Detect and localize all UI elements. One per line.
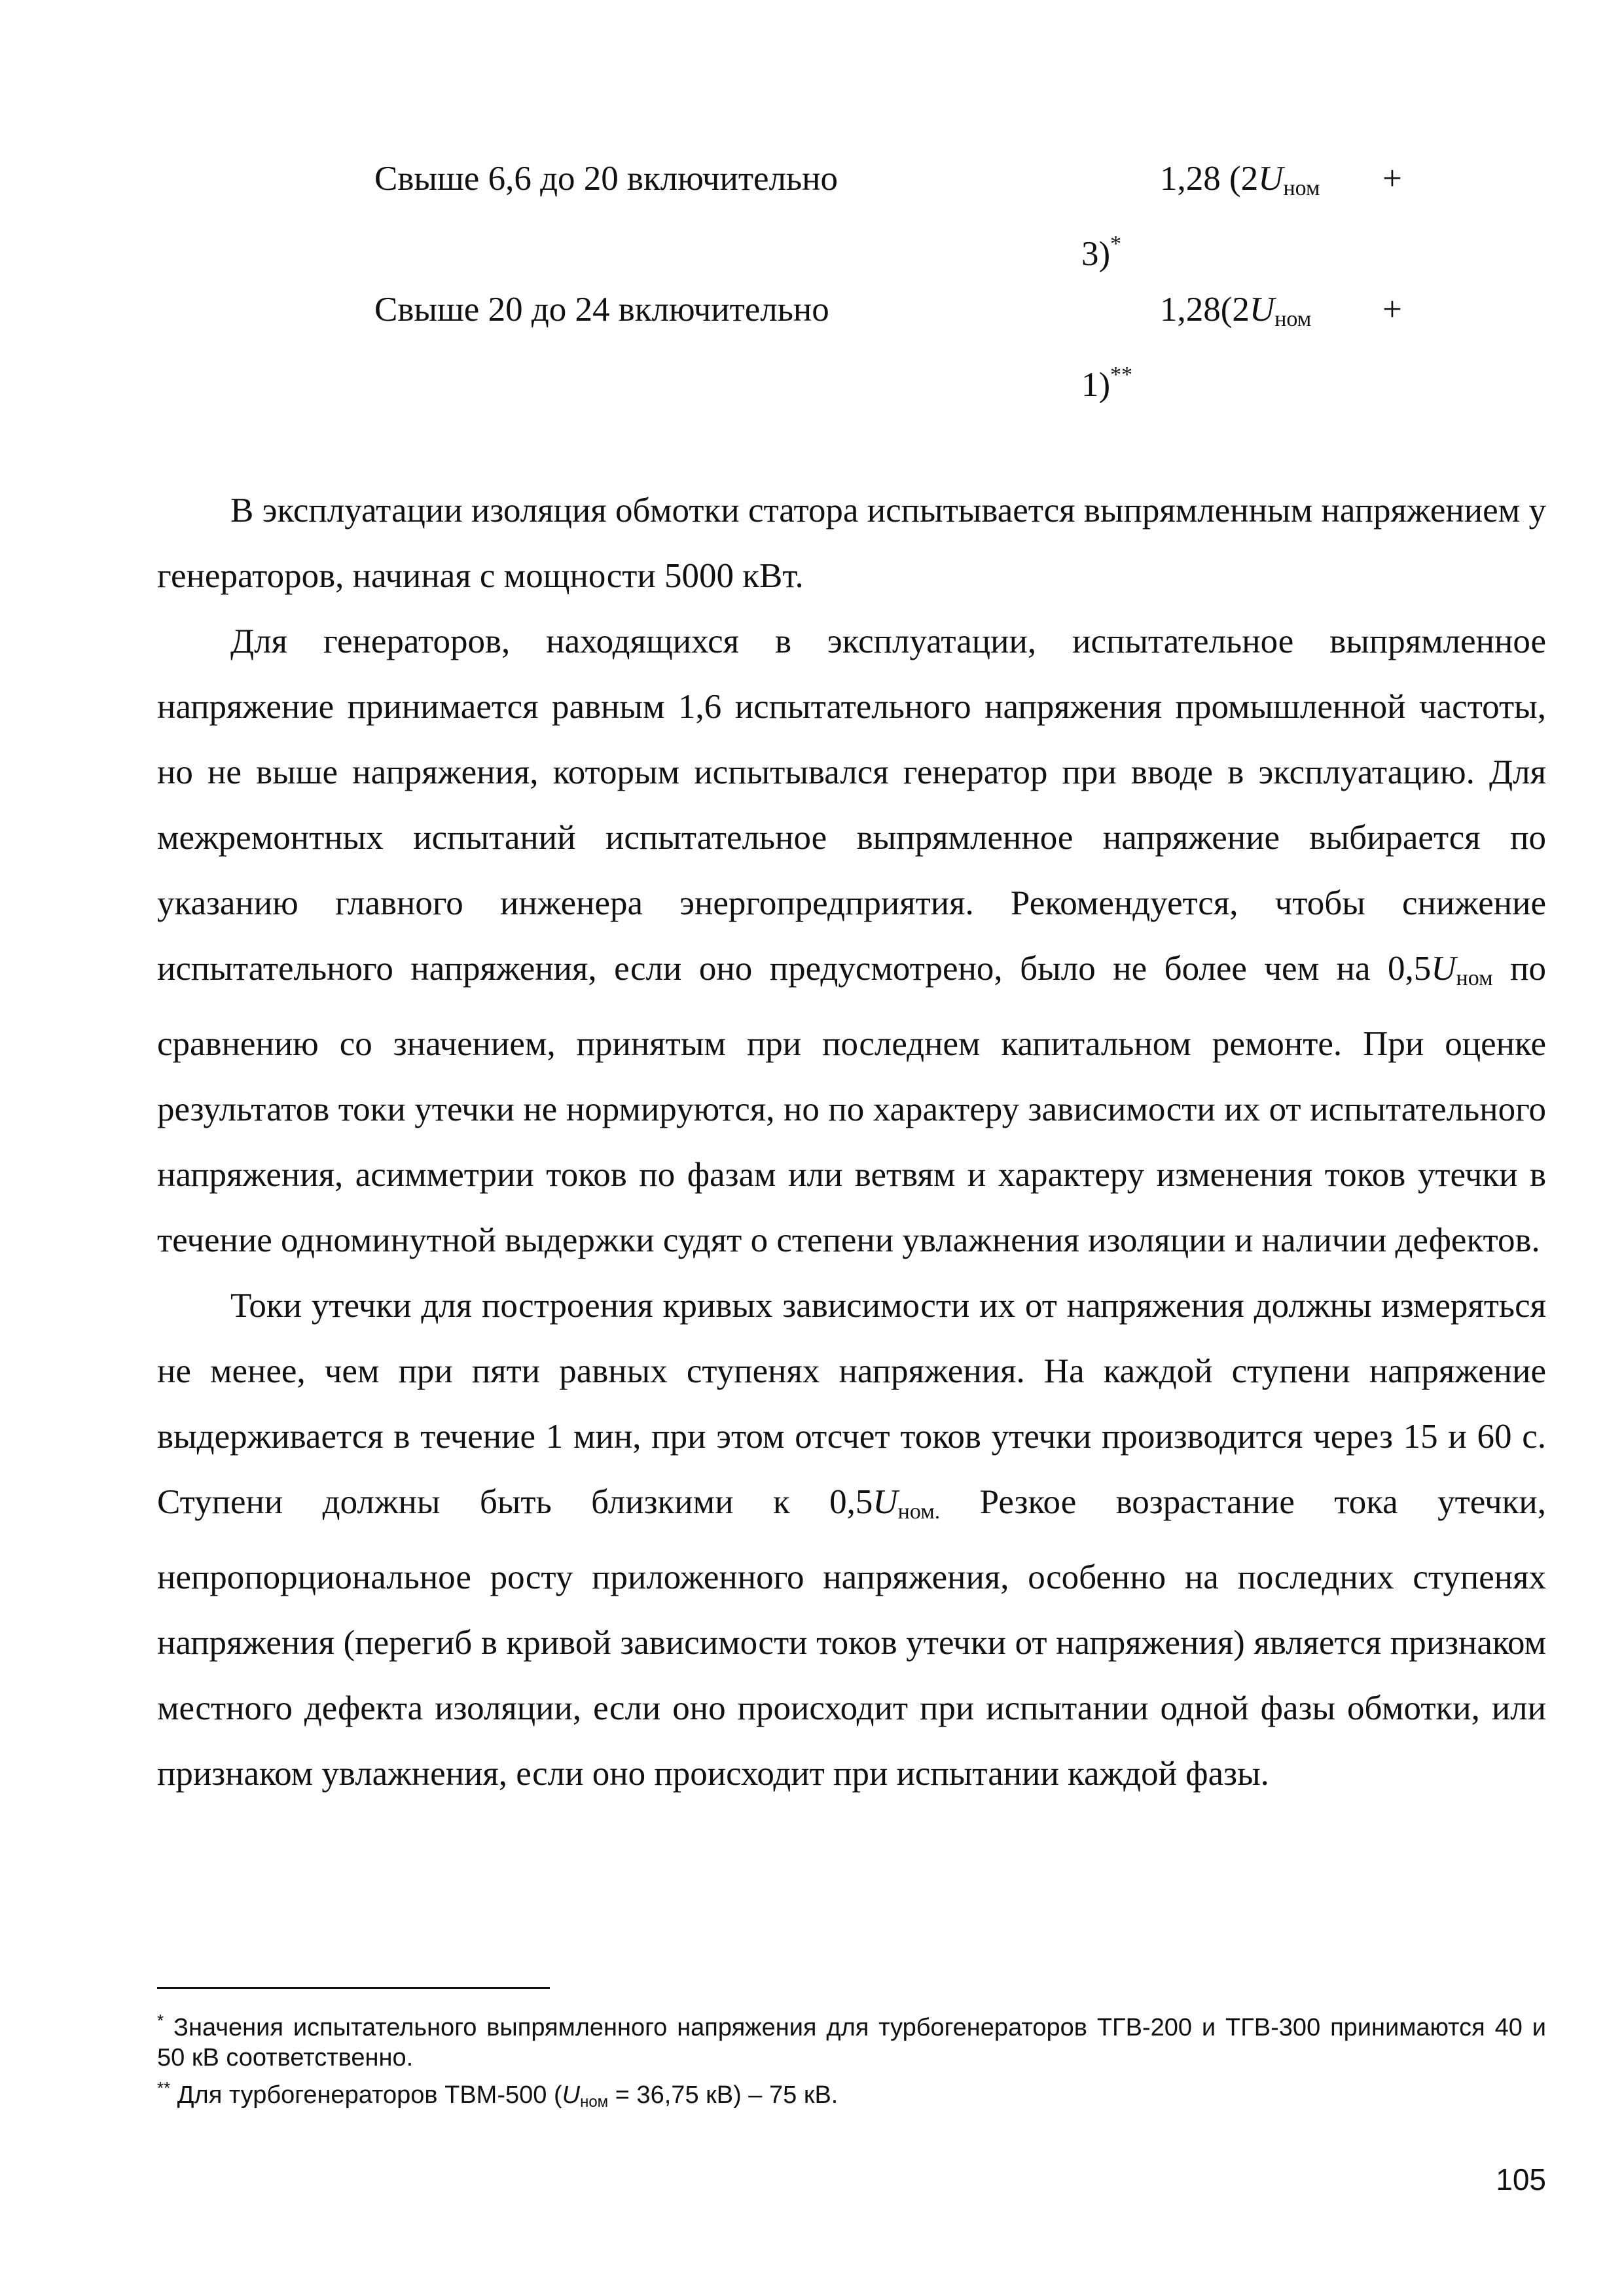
formula-plus: + (1382, 160, 1402, 198)
paragraph-3-text-b: Резкое возрастание тока утечки, непропорциональное росту приложенного напряжения, особенно на последних ступенях напряжения (перегиб в кривой зависимости токов утечки от напряжения) является признаком местного дефекта изоляции, если оно происходит при испытании одной фазы обмотки, или признаком увлажнения, если оно происходит при испытании каждой фазы. (157, 1483, 1546, 1793)
formula-coefficient: 1,28(2 (1160, 291, 1250, 329)
formula-plus: + (1382, 291, 1402, 329)
paragraph-2-variable: U (1431, 950, 1456, 988)
formula-tail (1081, 223, 1121, 275)
table-row-formula (1160, 158, 1320, 209)
paragraph-2-text-a: Для генераторов, находящихся в эксплуатации, испытательное выпрямленное напряжение принимается равным 1,6 испытательного напряжения промышленной частоты, но не выше напряжения, которым испытывался генератор при вводе в эксплуатацию. Для межремонтных испытаний испытательное выпрямленное напряжение выбирается по указанию главного инженера энергопредприятия. Рекомендуется, чтобы снижение испытательного напряжения, если оно предусмотрено, было не более чем на 0,5 (157, 622, 1546, 988)
footnote-2-variable: U (562, 2081, 581, 2109)
formula-tail (1081, 354, 1132, 406)
table-row-label: Свыше 20 до 24 включительно (374, 291, 829, 329)
footnote-1-text: Значения испытательного выпрямленного напряжения для турбогенераторов ТГВ-200 и ТГВ-300 принимаются 40 и 50 кВ соответственно. (157, 2014, 1546, 2072)
footnote-separator (157, 1987, 550, 1989)
table-row-label: Свыше 6,6 до 20 включительно (374, 160, 839, 198)
footnote-2 (157, 2073, 1546, 2117)
body-text (157, 478, 1546, 1806)
paragraph-3-text-a: Токи утечки для построения кривых зависимости их от напряжения должны измеряться не менее, чем при пяти равных ступенях напряжения. На каждой ступени напряжение выдерживается в течение 1 мин, при этом отсчет токов утечки производится через 15 и 60 с. Ступени должны быть близкими к 0,5 (157, 1287, 1546, 1521)
table-row-formula (1160, 289, 1311, 340)
paragraph-3 (157, 1273, 1546, 1806)
paragraph-3-subscript: ном. (897, 1499, 941, 1524)
paragraph-2-text-b: по сравнению со значением, принятым при последнем капитальном ремонте. При оценке результатов токи утечки не нормируются, но по характеру зависимости их от испытательного напряжения, асимметрии токов по фазам или ветвям и характеру изменения токов утечки в течение одноминутной выдержки судят о степени увлажнения изоляции и наличии дефектов. (157, 950, 1546, 1259)
footnote-2-text-a: Для турбогенераторов ТВМ-500 ( (170, 2081, 562, 2109)
footnote-mark: * (1110, 232, 1122, 256)
footnotes (157, 2005, 1546, 2117)
paragraph-2-subscript: ном (1456, 966, 1493, 990)
paragraph-3-variable: U (873, 1483, 898, 1521)
formula-variable: U (1249, 291, 1275, 329)
formula-subscript: ном (1283, 176, 1320, 200)
footnote-2-mark: ** (157, 2078, 171, 2098)
formula-end: 3) (1081, 235, 1111, 273)
footnote-1 (157, 2005, 1546, 2073)
formula-coefficient: 1,28 (2 (1160, 160, 1259, 198)
paragraph-2 (157, 609, 1546, 1273)
footnote-1-mark: * (157, 2011, 164, 2030)
paragraph-1: В эксплуатации изоляция обмотки статора испытывается выпрямленным напряжением у генераторов, начиная с мощности 5000 кВт. (157, 492, 1546, 595)
formula-variable: U (1258, 160, 1284, 198)
footnote-mark: ** (1110, 363, 1133, 387)
footnote-2-subscript: ном (580, 2093, 609, 2111)
footnote-2-text-b: = 36,75 кВ) – 75 кВ. (608, 2081, 839, 2109)
formula-end: 1) (1081, 366, 1111, 404)
page-number: 105 (1496, 2162, 1546, 2197)
formula-subscript: ном (1274, 307, 1312, 331)
